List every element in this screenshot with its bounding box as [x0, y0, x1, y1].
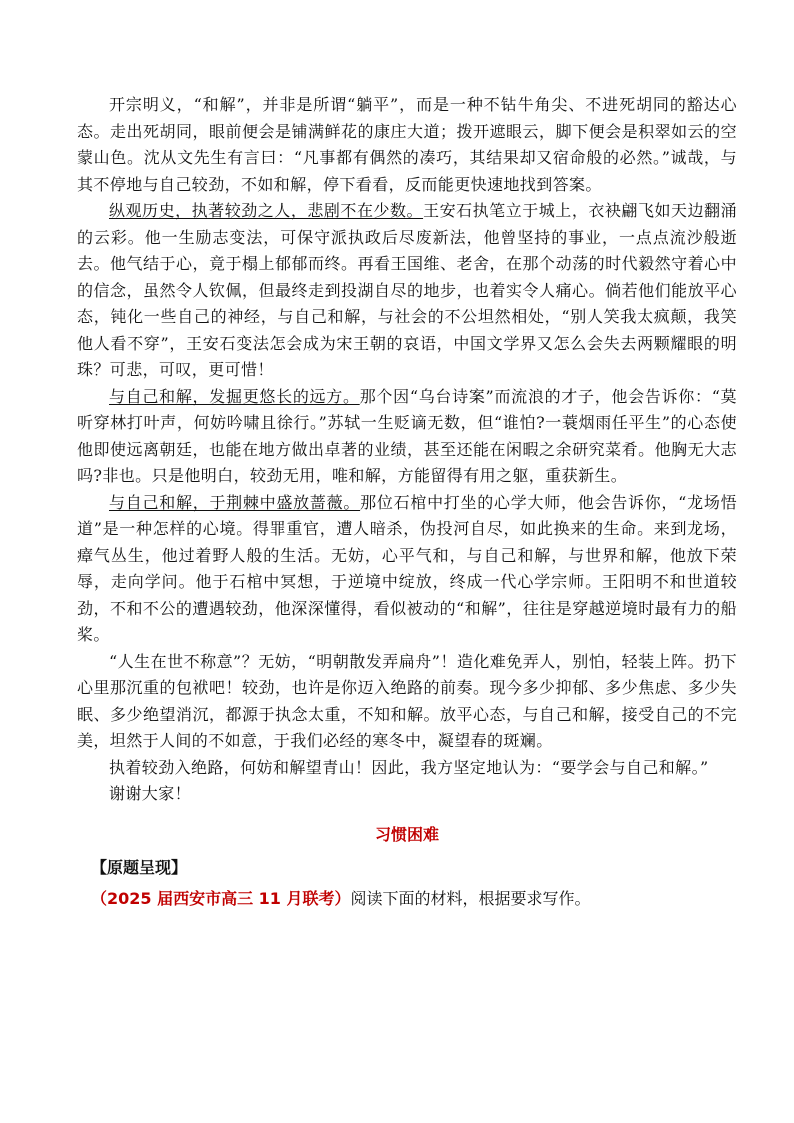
paragraph-6 [77, 755, 737, 782]
paragraph-lead: 纵观历史，执著较劲之人，悲剧不在少数。 [109, 201, 424, 220]
paragraph-2 [77, 198, 737, 384]
paragraph-text: 那位石棺中打坐的心学大师，他会告诉你，“龙场悟道”是一种怎样的心境。得罪重官，遭人暗杀，伪投河自尽，如此换来的生命。来到龙场，瘴气丛生，他过着野人般的生活。无妨，心平气和，与自己和解，与世界和解，他放下荣辱，走向学问。他于石棺中冥想，于逆境中绽放，终成一代心学宗师。王阳明不和世道较劲，不和不公的遭遇较劲，他深深懂得，看似被动的“和解”，往往是穿越逆境时最有力的船桨。 [77, 492, 737, 644]
section-title: 习惯困难 [374, 824, 439, 844]
paragraph-5 [77, 649, 737, 755]
paragraph-text: 执着较劲入绝路，何妨和解望青山！因此，我方坚定地认为：“要学会与自己和解。” [109, 757, 709, 777]
paragraph-3 [77, 384, 737, 490]
original-question-label: 【原题呈现】 [91, 857, 188, 877]
exam-source: （2025 届西安市高三 11 月联考） [91, 888, 351, 908]
paragraph-1 [77, 92, 737, 198]
paragraph-lead: 与自己和解，于荆棘中盛放蔷薇。 [109, 492, 361, 512]
paragraph-text: 那个因“乌台诗案”而流浪的才子，他会告诉你：“莫听穿林打叶声，何妨吟啸且徐行。”苏轼一生贬谪无数，但“谁怕?一蓑烟雨任平生”的心态使他即使远离朝廷，也能在地方做出卓著的业绩，甚至还能在闲暇之余研究菜肴。他胸无大志吗?非也。只是他明白，较劲无用，唯和解，方能留得有用之躯，重获新生。 [77, 386, 737, 485]
paragraph-text: 谢谢大家！ [109, 784, 192, 803]
essay-content [77, 92, 737, 912]
paragraph-text: 王安石执笔立于城上，衣袂翩飞如天边翻涌的云彩。他一生励志变法，可保守派执政后尽废新法，他曾坚持的事业，一点点流沙般逝去。他气结于心，竟于榻上郁郁而终。再看王国维、老舍，在那个动荡的时代毅然守着心中的信念，虽然令人钦佩，但最终走到投湖自尽的地步，也着实令人痛心。倘若他们能放平心态，钝化一些自己的神经，与自己和解，与社会的不公坦然相处，“别人笑我太疯颠，我笑他人看不穿”，王安石变法怎会成为宋王朝的哀语，中国文学界又怎么会失去两颗耀眼的明珠？可悲，可叹，更可惜！ [77, 201, 737, 379]
paragraph-7 [77, 781, 737, 808]
paragraph-text: “人生在世不称意”？无妨，“明朝散发弄扁舟”！造化难免弄人，别怕，轻装上阵。扔下心里那沉重的包袱吧！较劲，也许是你迈入绝路的前奏。现今多少抑郁、多少焦虑、多少失眠、多少绝望消沉，都源于执念太重，不知和解。放平心态，与自己和解，接受自己的不完美，坦然于人间的不如意，于我们必经的寒冬中，凝望春的斑斓。 [77, 651, 737, 750]
paragraph-text: 开宗明义，“和解”，并非是所谓“躺平”，而是一种不钻牛角尖、不进死胡同的豁达心态。走出死胡同，眼前便会是铺满鲜花的康庄大道；拨开遮眼云，脚下便会是积翠如云的空蒙山色。沈从文先生有言曰：“凡事都有偶然的凑巧，其结果却又宿命般的必然。”诚哉，与其不停地与自己较劲，不如和解，停下看看，反而能更快速地找到答案。 [77, 95, 737, 194]
question-line [91, 886, 737, 912]
paragraph-4 [77, 490, 737, 649]
instruction-text: 阅读下面的材料，根据要求写作。 [350, 888, 591, 908]
paragraph-lead: 与自己和解，发掘更悠长的远方。 [109, 386, 360, 406]
